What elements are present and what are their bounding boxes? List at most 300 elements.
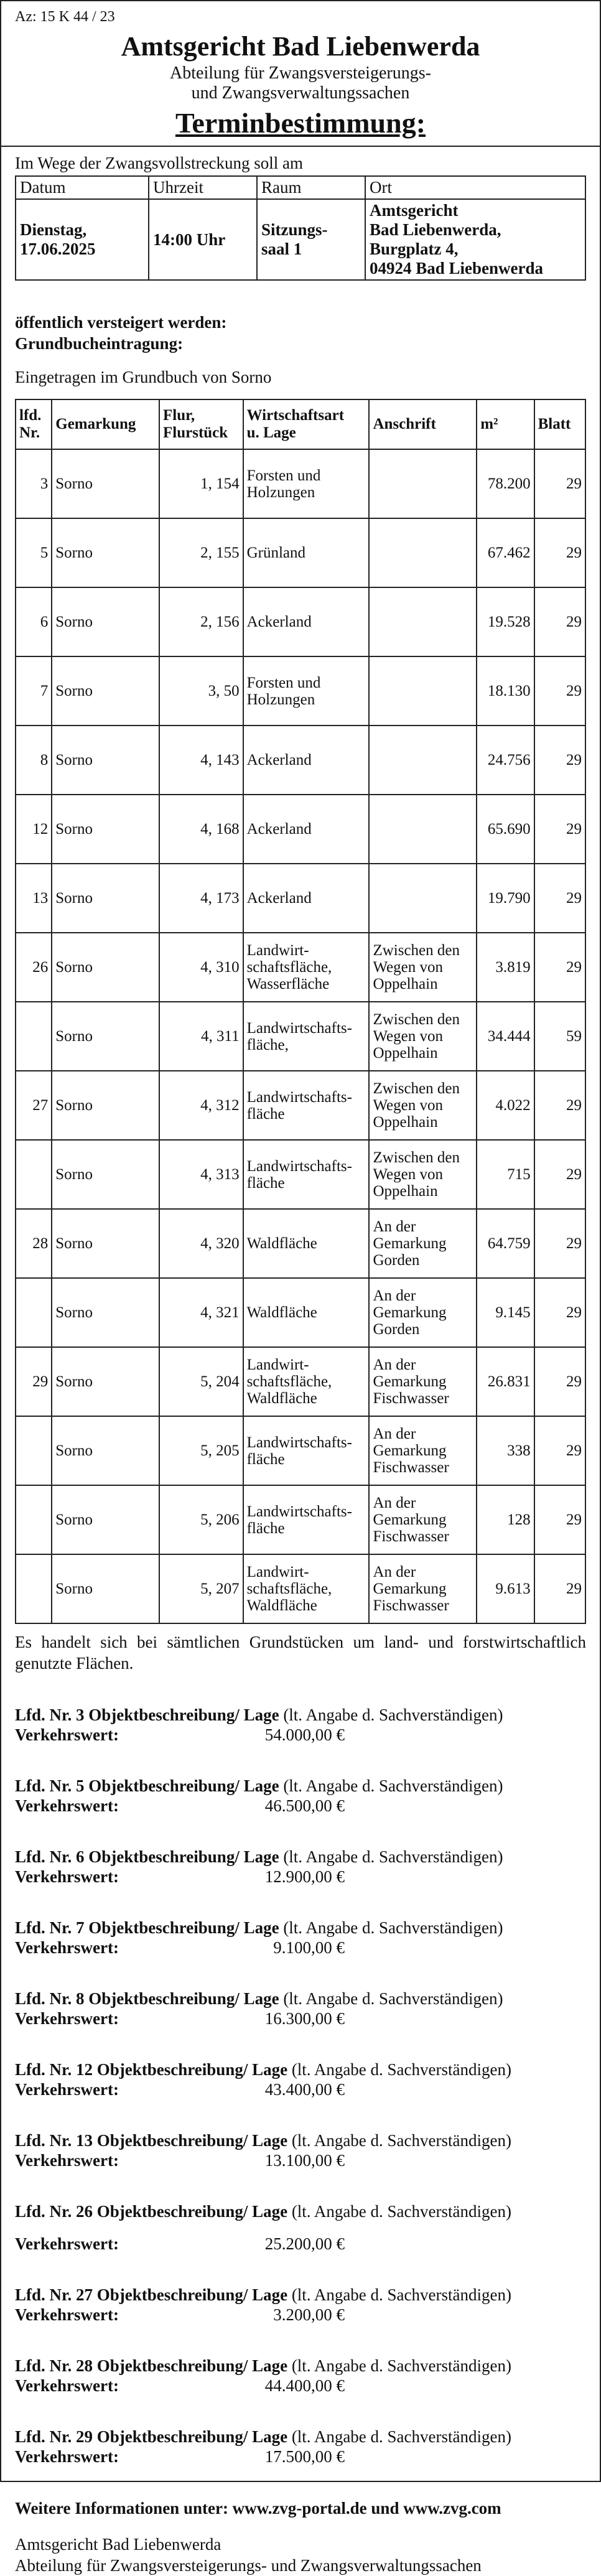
cell-anschrift <box>369 1071 477 1140</box>
schedule-time: 14:00 Uhr <box>149 199 257 280</box>
cell-flurstueck: 3, 50 <box>159 656 243 726</box>
valuation-lfd: Lfd. Nr. 6 <box>15 1847 85 1866</box>
cell-anschrift-line: Zwischen den <box>373 1011 460 1028</box>
cell-anschrift-line: An der <box>373 1564 416 1580</box>
cell-lfd <box>16 1416 52 1485</box>
valuation-label: Verkehrswert: <box>15 1725 119 1744</box>
valuation-value-line <box>15 1796 586 1816</box>
cell-wirtschaftsart-line: Holzungen <box>246 483 315 501</box>
schedule-date-weekday: Dienstag, <box>20 220 87 239</box>
cell-lfd <box>16 1278 52 1347</box>
cell-area: 24.756 <box>477 726 534 795</box>
valuation-lfd: Lfd. Nr. 12 <box>15 2060 93 2079</box>
cell-anschrift <box>369 587 477 656</box>
cell-anschrift-line: Zwischen den <box>373 1080 460 1097</box>
cell-gemarkung: Sorno <box>52 1002 159 1071</box>
cell-wirtschaftsart-line: Landwirt- <box>246 1356 309 1373</box>
table-row <box>16 795 585 864</box>
cell-area: 65.690 <box>477 795 534 864</box>
cell-gemarkung: Sorno <box>52 518 159 587</box>
schedule-room-line-1: Sitzungs- <box>261 220 328 239</box>
cell-wirtschaftsart-line: Landwirt- <box>246 942 309 959</box>
cell-anschrift-line: Gemarkung <box>373 1373 447 1390</box>
cell-blatt: 29 <box>534 1347 585 1416</box>
cell-area: 34.444 <box>477 1002 534 1071</box>
cell-wirtschaftsart-line: Landwirt- <box>246 1564 309 1580</box>
valuation-lfd: Lfd. Nr. 29 <box>15 2427 93 2446</box>
cell-lfd: 26 <box>16 933 52 1002</box>
cell-anschrift-line: An der <box>373 1356 416 1373</box>
valuation-amount: 25.200,00 € <box>264 2234 345 2253</box>
cell-anschrift-line: Gemarkung <box>373 1442 447 1459</box>
cell-wirtschaftsart <box>243 1140 370 1209</box>
plots-table-body <box>16 449 585 1623</box>
cell-blatt: 29 <box>534 1278 585 1347</box>
valuation-heading <box>15 1918 586 1938</box>
department-line-2: und Zwangsverwaltungssachen <box>191 83 410 103</box>
cell-area: 338 <box>477 1416 534 1485</box>
valuation-lfd: Lfd. Nr. 7 <box>15 1918 85 1937</box>
valuations-list <box>15 1705 586 2466</box>
cell-wirtschaftsart <box>243 1347 370 1416</box>
schedule-room <box>257 199 365 280</box>
cell-area: 128 <box>477 1485 534 1554</box>
cell-blatt: 29 <box>534 1416 585 1485</box>
valuation-heading <box>15 1776 586 1796</box>
cell-lfd: 7 <box>16 656 52 726</box>
cell-wirtschaftsart <box>243 449 370 518</box>
valuation-item <box>15 1705 586 1745</box>
cell-blatt: 29 <box>534 1485 585 1554</box>
cell-anschrift-line: Wegen von <box>373 959 443 976</box>
cell-anschrift-line: Oppelhain <box>373 1045 438 1062</box>
cell-blatt: 29 <box>534 656 585 726</box>
cell-wirtschaftsart-line: Waldfläche <box>246 1597 317 1614</box>
valuation-note: (lt. Angabe d. Sachverständigen) <box>283 1776 503 1795</box>
cell-wirtschaftsart-line: schaftsfläche, <box>246 1373 332 1390</box>
valuation-amount: 13.100,00 € <box>264 2151 345 2170</box>
cell-gemarkung: Sorno <box>52 726 159 795</box>
valuation-note: (lt. Angabe d. Sachverständigen) <box>291 2202 511 2221</box>
valuation-heading <box>15 2201 586 2221</box>
cell-wirtschaftsart <box>243 587 370 656</box>
table-row <box>16 933 585 1002</box>
plots-table <box>15 399 586 1624</box>
cell-blatt: 29 <box>534 449 585 518</box>
valuation-note: (lt. Angabe d. Sachverständigen) <box>283 1706 503 1724</box>
valuation-amount: 43.400,00 € <box>264 2080 345 2099</box>
valuation-object-label: Objektbeschreibung/ Lage <box>96 2131 288 2150</box>
auction-statement: öffentlich versteigert werden: <box>15 313 227 332</box>
cell-wirtschaftsart-line: Landwirtschafts- <box>246 1157 352 1175</box>
valuation-amount: 3.200,00 € <box>273 2305 345 2324</box>
cell-anschrift-line: An der <box>373 1218 416 1235</box>
cell-wirtschaftsart-line: Forsten und <box>246 674 321 691</box>
intro-text: Im Wege der Zwangsvollstreckung soll am <box>15 154 303 172</box>
cell-lfd: 6 <box>16 587 52 656</box>
valuation-label: Verkehrswert: <box>15 2151 119 2170</box>
table-row <box>16 1347 585 1416</box>
cell-area: 18.130 <box>477 656 534 726</box>
cell-lfd: 13 <box>16 864 52 933</box>
cell-anschrift-line: Oppelhain <box>373 1114 438 1131</box>
cell-lfd: 8 <box>16 726 52 795</box>
valuation-label: Verkehrswert: <box>15 2080 119 2099</box>
valuation-note: (lt. Angabe d. Sachverständigen) <box>291 2285 511 2304</box>
court-name: Amtsgericht Bad Liebenwerda <box>121 31 480 62</box>
valuation-label: Verkehrswert: <box>15 2447 119 2466</box>
cell-anschrift <box>369 1416 477 1485</box>
table-row <box>16 1278 585 1347</box>
cell-area: 715 <box>477 1140 534 1209</box>
schedule-place-line-2: Bad Liebenwerda, <box>370 220 501 239</box>
valuation-lfd: Lfd. Nr. 3 <box>15 1706 85 1724</box>
header-divider <box>1 146 600 147</box>
cell-flurstueck: 4, 320 <box>159 1209 243 1278</box>
cell-wirtschaftsart-line: Wasserfläche <box>246 976 330 992</box>
cell-wirtschaftsart <box>243 864 370 933</box>
valuation-heading <box>15 2130 586 2150</box>
cell-area: 26.831 <box>477 1347 534 1416</box>
table-row <box>16 864 585 933</box>
more-info-line: Weitere Informationen unter: www.zvg-portal.de und www.zvg.com <box>15 2499 501 2518</box>
cell-gemarkung: Sorno <box>52 656 159 726</box>
valuation-heading <box>15 1705 586 1725</box>
footer-court-name: Amtsgericht Bad Liebenwerda <box>15 2535 221 2554</box>
cell-gemarkung: Sorno <box>52 795 159 864</box>
footer-department: Abteilung für Zwangsversteigerungs- und Zwangsverwaltungssachen <box>15 2556 482 2575</box>
valuation-value-line <box>15 2079 586 2099</box>
valuation-value-line <box>15 1867 586 1887</box>
plots-header-lfd <box>16 399 52 449</box>
cell-wirtschaftsart-line: fläche, <box>246 1036 289 1053</box>
cell-flurstueck: 4, 313 <box>159 1140 243 1209</box>
valuation-item <box>15 1989 586 2028</box>
valuation-label: Verkehrswert: <box>15 1938 119 1957</box>
cell-lfd: 12 <box>16 795 52 864</box>
cell-wirtschaftsart-line: Landwirtschafts- <box>246 1434 352 1451</box>
valuation-object-label: Objektbeschreibung/ Lage <box>88 1776 279 1795</box>
cell-blatt: 29 <box>534 518 585 587</box>
cell-gemarkung: Sorno <box>52 1347 159 1416</box>
cell-anschrift-line: Gemarkung <box>373 1235 447 1252</box>
plots-header-anschrift: Anschrift <box>369 399 477 449</box>
valuation-object-label: Objektbeschreibung/ Lage <box>96 2060 288 2079</box>
cell-gemarkung: Sorno <box>52 1485 159 1554</box>
plots-header-gemarkung: Gemarkung <box>52 399 159 449</box>
cell-wirtschaftsart <box>243 795 370 864</box>
valuation-label: Verkehrswert: <box>15 2009 119 2028</box>
valuation-object-label: Objektbeschreibung/ Lage <box>96 2356 288 2375</box>
plots-header-m2: m² <box>477 399 534 449</box>
valuation-heading <box>15 2427 586 2447</box>
cell-lfd <box>16 1140 52 1209</box>
valuation-item <box>15 2356 586 2396</box>
cell-flurstueck: 2, 155 <box>159 518 243 587</box>
cell-lfd <box>16 1554 52 1623</box>
cell-anschrift-line: Fischwasser <box>373 1390 449 1407</box>
cell-anschrift-line: An der <box>373 1426 416 1442</box>
cell-anschrift-line: Fischwasser <box>373 1459 449 1476</box>
plots-header-flur-line-1: Flur, <box>163 407 195 424</box>
valuation-note: (lt. Angabe d. Sachverständigen) <box>283 1847 503 1866</box>
cell-flurstueck: 5, 207 <box>159 1554 243 1623</box>
cell-anschrift <box>369 518 477 587</box>
schedule-room-line-2: saal 1 <box>261 240 302 258</box>
cell-gemarkung: Sorno <box>52 1278 159 1347</box>
valuation-value-line <box>15 2150 586 2170</box>
cell-anschrift <box>369 933 477 1002</box>
valuation-value-line <box>15 2376 586 2396</box>
cell-anschrift <box>369 1140 477 1209</box>
valuation-item <box>15 1776 586 1816</box>
cell-flurstueck: 4, 143 <box>159 726 243 795</box>
schedule-table <box>15 175 586 281</box>
cell-lfd: 5 <box>16 518 52 587</box>
table-row <box>16 449 585 518</box>
cell-lfd: 29 <box>16 1347 52 1416</box>
valuation-item <box>15 2427 586 2466</box>
cell-anschrift-line: Wegen von <box>373 1028 443 1045</box>
cell-flurstueck: 4, 168 <box>159 795 243 864</box>
cell-gemarkung: Sorno <box>52 1416 159 1485</box>
cell-gemarkung: Sorno <box>52 1209 159 1278</box>
cell-anschrift-line: Oppelhain <box>373 1183 438 1200</box>
cell-area: 19.790 <box>477 864 534 933</box>
grundbuch-label: Grundbucheintragung: <box>15 334 184 353</box>
valuation-amount: 17.500,00 € <box>264 2447 345 2466</box>
cell-wirtschaftsart-line: Landwirtschafts- <box>246 1503 352 1520</box>
cell-wirtschaftsart <box>243 933 370 1002</box>
cell-gemarkung: Sorno <box>52 587 159 656</box>
cell-flurstueck: 4, 173 <box>159 864 243 933</box>
cell-area: 3.819 <box>477 933 534 1002</box>
cell-anschrift-line: Gemarkung <box>373 1304 447 1321</box>
valuation-value-line <box>15 1725 586 1745</box>
valuation-note: (lt. Angabe d. Sachverständigen) <box>283 1989 503 2008</box>
cell-flurstueck: 1, 154 <box>159 449 243 518</box>
plots-header-wirt-line-1: Wirtschaftsart <box>246 407 345 424</box>
cell-flurstueck: 2, 156 <box>159 587 243 656</box>
valuation-heading <box>15 1989 586 2009</box>
valuation-object-label: Objektbeschreibung/ Lage <box>96 2427 288 2446</box>
valuation-value-line <box>15 2305 586 2325</box>
cell-anschrift <box>369 726 477 795</box>
schedule-date-value: 17.06.2025 <box>20 240 96 258</box>
cell-wirtschaftsart-line: Landwirtschafts- <box>246 1088 352 1106</box>
cell-lfd: 28 <box>16 1209 52 1278</box>
cell-gemarkung: Sorno <box>52 1071 159 1140</box>
table-row <box>16 1485 585 1554</box>
cell-anschrift-line: An der <box>373 1287 416 1304</box>
case-number: Az: 15 K 44 / 23 <box>15 9 115 25</box>
schedule-header-time: Uhrzeit <box>149 176 257 199</box>
table-row <box>16 1416 585 1485</box>
cell-flurstueck: 5, 206 <box>159 1485 243 1554</box>
schedule-place-line-1: Amtsgericht <box>370 201 459 220</box>
cell-anschrift-line: Wegen von <box>373 1166 443 1183</box>
cell-anschrift <box>369 1278 477 1347</box>
plots-header-lfd-line-1: lfd. <box>19 407 42 424</box>
valuation-label: Verkehrswert: <box>15 1796 119 1815</box>
cell-lfd: 27 <box>16 1071 52 1140</box>
plots-header-flur <box>159 399 243 449</box>
cell-wirtschaftsart-line: Ackerland <box>246 821 312 838</box>
valuation-amount: 44.400,00 € <box>264 2376 345 2395</box>
valuation-label: Verkehrswert: <box>15 2376 119 2395</box>
cell-anschrift <box>369 1002 477 1071</box>
cell-wirtschaftsart <box>243 1209 370 1278</box>
valuation-object-label: Objektbeschreibung/ Lage <box>96 2285 288 2304</box>
cell-wirtschaftsart <box>243 1071 370 1140</box>
cell-lfd: 3 <box>16 449 52 518</box>
schedule-header-row <box>16 176 585 199</box>
cell-anschrift <box>369 864 477 933</box>
cell-anschrift-line: Fischwasser <box>373 1597 449 1614</box>
footer-court <box>15 2534 586 2576</box>
valuation-heading <box>15 2060 586 2079</box>
table-row <box>16 587 585 656</box>
cell-anschrift <box>369 1209 477 1278</box>
table-row <box>16 1209 585 1278</box>
cell-anschrift-line: Zwischen den <box>373 1149 460 1166</box>
valuation-amount: 46.500,00 € <box>264 1796 345 1815</box>
valuation-note: (lt. Angabe d. Sachverständigen) <box>291 2131 511 2150</box>
valuation-item <box>15 2130 586 2170</box>
cell-area: 67.462 <box>477 518 534 587</box>
cell-wirtschaftsart <box>243 1416 370 1485</box>
valuation-heading <box>15 1847 586 1867</box>
valuation-note: (lt. Angabe d. Sachverständigen) <box>291 2427 511 2446</box>
schedule-header-date: Datum <box>16 176 149 199</box>
cell-wirtschaftsart-line: Waldfläche <box>246 1235 317 1252</box>
valuation-heading <box>15 2285 586 2305</box>
cell-wirtschaftsart <box>243 1002 370 1071</box>
valuation-item <box>15 1918 586 1958</box>
cell-anschrift-line: Gemarkung <box>373 1580 447 1597</box>
valuation-lfd: Lfd. Nr. 27 <box>15 2285 93 2304</box>
cell-area: 9.145 <box>477 1278 534 1347</box>
cell-flurstueck: 5, 204 <box>159 1347 243 1416</box>
cell-anschrift-line: Gemarkung <box>373 1511 447 1528</box>
cell-anschrift <box>369 1554 477 1623</box>
schedule-place <box>365 199 585 280</box>
cell-anschrift-line: Zwischen den <box>373 942 460 959</box>
valuation-heading <box>15 2356 586 2376</box>
table-row <box>16 1140 585 1209</box>
valuation-lfd: Lfd. Nr. 8 <box>15 1989 85 2008</box>
cell-flurstueck: 4, 321 <box>159 1278 243 1347</box>
table-row <box>16 726 585 795</box>
cell-area: 19.528 <box>477 587 534 656</box>
cell-wirtschaftsart-line: fläche <box>246 1105 285 1122</box>
valuation-value-line <box>15 2447 586 2466</box>
schedule-place-line-4: 04924 Bad Liebenwerda <box>370 259 544 278</box>
cell-lfd <box>16 1002 52 1071</box>
cell-blatt: 29 <box>534 864 585 933</box>
plots-header-wirtschaftsart <box>243 399 370 449</box>
cell-flurstueck: 4, 311 <box>159 1002 243 1071</box>
cell-anschrift <box>369 795 477 864</box>
cell-wirtschaftsart-line: Ackerland <box>246 752 312 768</box>
cell-area: 64.759 <box>477 1209 534 1278</box>
cell-anschrift-line: Fischwasser <box>373 1528 449 1545</box>
valuation-amount: 9.100,00 € <box>273 1938 345 1957</box>
cell-anschrift <box>369 656 477 726</box>
valuation-lfd: Lfd. Nr. 28 <box>15 2356 93 2375</box>
valuation-value-line <box>15 2234 586 2254</box>
department-line-1: Abteilung für Zwangsversteigerungs- <box>170 63 431 83</box>
cell-blatt: 29 <box>534 933 585 1002</box>
cell-wirtschaftsart-line: Ackerland <box>246 890 312 907</box>
cell-blatt: 29 <box>534 1140 585 1209</box>
cell-wirtschaftsart <box>243 1485 370 1554</box>
cell-wirtschaftsart-line: Waldfläche <box>246 1304 317 1321</box>
summary-text: Es handelt sich bei sämtlichen Grundstücken um land- und forstwirtschaftlich genutzte Flächen. <box>15 1633 586 1673</box>
table-row <box>16 518 585 587</box>
cell-anschrift-line: Gorden <box>373 1252 420 1269</box>
table-row <box>16 1002 585 1071</box>
cell-wirtschaftsart <box>243 1278 370 1347</box>
plots-header-row <box>16 399 585 449</box>
valuation-value-line <box>15 2009 586 2028</box>
cell-wirtschaftsart-line: schaftsfläche, <box>246 1580 332 1597</box>
valuation-note: (lt. Angabe d. Sachverständigen) <box>283 1918 503 1937</box>
cell-wirtschaftsart-line: Ackerland <box>246 614 312 630</box>
cell-wirtschaftsart-line: fläche <box>246 1450 285 1468</box>
valuation-object-label: Objektbeschreibung/ Lage <box>88 1847 279 1866</box>
valuation-note: (lt. Angabe d. Sachverständigen) <box>291 2356 511 2375</box>
cell-wirtschaftsart-line: Landwirtschafts- <box>246 1019 352 1037</box>
cell-anschrift-line: Oppelhain <box>373 976 438 992</box>
schedule-row <box>16 199 585 280</box>
schedule-header-place: Ort <box>365 176 585 199</box>
valuation-amount: 16.300,00 € <box>264 2009 345 2028</box>
cell-area: 9.613 <box>477 1554 534 1623</box>
cell-flurstueck: 5, 205 <box>159 1416 243 1485</box>
cell-wirtschaftsart-line: Forsten und <box>246 467 321 484</box>
valuation-lfd: Lfd. Nr. 13 <box>15 2131 93 2150</box>
valuation-amount: 54.000,00 € <box>264 1725 345 1744</box>
plots-header-flur-line-2: Flurstück <box>163 424 228 441</box>
table-row <box>16 656 585 726</box>
grundbuch-note: Eingetragen im Grundbuch von Sorno <box>15 368 272 386</box>
cell-blatt: 29 <box>534 726 585 795</box>
valuation-note: (lt. Angabe d. Sachverständigen) <box>291 2060 511 2079</box>
valuation-object-label: Objektbeschreibung/ Lage <box>88 1706 279 1724</box>
plots-header-wirt-line-2: u. Lage <box>246 424 296 441</box>
cell-anschrift-line: An der <box>373 1495 416 1511</box>
cell-gemarkung: Sorno <box>52 933 159 1002</box>
valuation-item <box>15 2060 586 2099</box>
cell-lfd <box>16 1485 52 1554</box>
cell-wirtschaftsart-line: schaftsfläche, <box>246 959 332 976</box>
cell-wirtschaftsart-line: fläche <box>246 1519 285 1537</box>
plots-header-blatt: Blatt <box>534 399 585 449</box>
valuation-item <box>15 2285 586 2325</box>
valuation-label: Verkehrswert: <box>15 2305 119 2324</box>
valuation-item <box>15 1847 586 1887</box>
valuation-lfd: Lfd. Nr. 26 <box>15 2202 93 2221</box>
cell-blatt: 59 <box>534 1002 585 1071</box>
table-row <box>16 1071 585 1140</box>
valuation-lfd: Lfd. Nr. 5 <box>15 1776 85 1795</box>
valuation-amount: 12.900,00 € <box>264 1867 345 1886</box>
valuation-item <box>15 2201 586 2254</box>
cell-blatt: 29 <box>534 1554 585 1623</box>
valuation-label: Verkehrswert: <box>15 1867 119 1886</box>
notice-title: Terminbestimmung: <box>175 107 426 139</box>
